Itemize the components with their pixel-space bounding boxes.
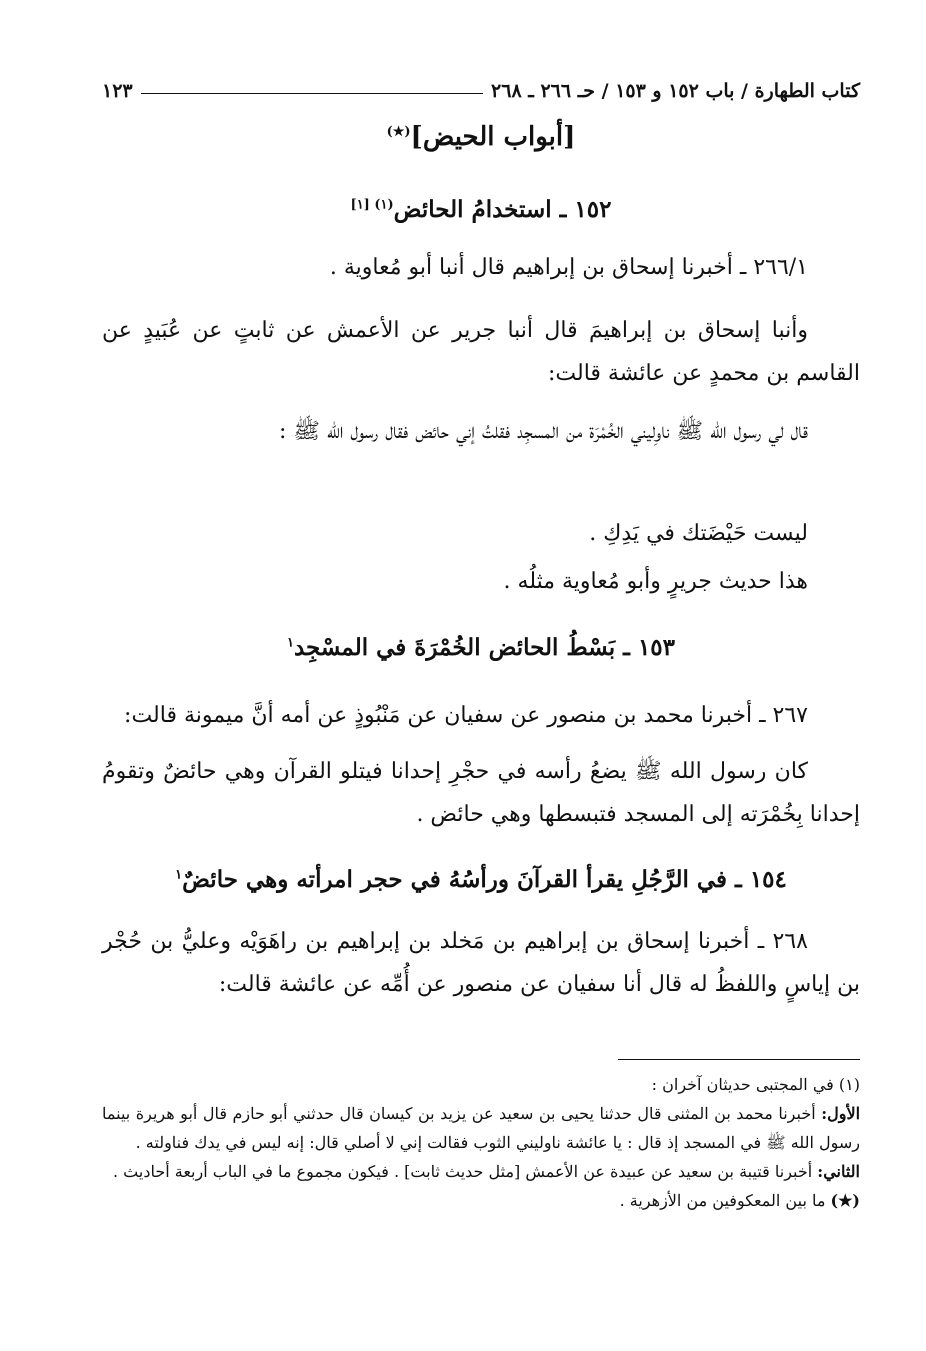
main-title-text: [أبواب الحيض] xyxy=(410,122,576,152)
chapter-heading-152 xyxy=(102,196,860,223)
hadith-266-note: هذا حديث جريرٍ وأبو مُعاوية مثلُه . xyxy=(503,569,808,594)
footnote-1 xyxy=(102,1070,860,1099)
footnote-text: ما بين المعكوفين من الأزهرية . xyxy=(619,1191,826,1210)
footnote-star xyxy=(102,1186,860,1215)
header-rule xyxy=(141,93,483,94)
chapter-heading-text: ١٥٢ ـ استخدامُ الحائض xyxy=(393,196,612,223)
footnote-text: في المجتبى حديثان آخران : xyxy=(651,1075,834,1094)
footnote-text: أخبرنا قتيبة بن سعيد عن عبيدة عن الأعمش [مثل حديث ثابت] . فيكون مجموع ما في الباب أربعة أحاديث . xyxy=(112,1162,813,1181)
main-title-marker: (★) xyxy=(386,124,411,140)
chapter-heading-153 xyxy=(102,634,860,661)
footnote-marks: (١) [١] xyxy=(350,197,394,213)
footnote-label: (١) xyxy=(838,1075,860,1094)
hadith-267-isnad: ٢٦٧ ـ أخبرنا محمد بن منصور عن سفيان عن مَنْبُوذٍ عن أمه أنَّ ميمونة قالت: xyxy=(124,703,808,728)
running-title: كتاب الطهارة / باب ١٥٢ و ١٥٣ / حـ ٢٦٦ ـ ٢٦٨ xyxy=(491,80,860,102)
footnote-rule xyxy=(618,1059,860,1060)
footnote-marks: ١ xyxy=(175,867,183,883)
hadith-266-isnad-2: وأنبا إسحاق بن إبراهيمَ قال أنبا جرير عن الأعمش عن ثابتٍ عن عُبَيدٍ عن القاسم بن محمدٍ عن عائشة قالت: xyxy=(102,318,860,386)
chapter-heading-text: ١٥٣ ـ بَسْطُ الحائض الخُمْرَةَ في المسْجِد xyxy=(293,634,675,661)
footnote-1-first xyxy=(102,1099,860,1157)
footnote-text: أخبرنا محمد بن المثنى قال حدثنا يحيى بن سعيد عن يزيد بن كيسان قال حدثني أبو حازم قال أبو هريرة بينما رسول الله ﷺ في المسجد إذ قال : يا عائشة ناوليني الثوب فقالت إني لا أصلي قال: إنه ليس في يدك فناولته . xyxy=(102,1104,860,1152)
main-title xyxy=(102,122,860,152)
footnote-lead: الثاني: xyxy=(817,1162,860,1181)
hadith-267-matn: كان رسول الله ﷺ يضعُ رأسه في حجْرِ إحدانا فيتلو القرآن وهي حائضٌ وتقومُ إحدانا بِخُمْرَته إلى المسجد فتبسطها وهي حائض . xyxy=(102,759,860,827)
hadith-266-isnad: ٢٦٦/١ ـ أخبرنا إسحاق بن إبراهيم قال أنبا أبو مُعاوية . xyxy=(329,255,808,280)
hadith-268-isnad: ٢٦٨ ـ أخبرنا إسحاق بن إبراهيم بن مَخلد بن إبراهيم بن راهَوَيْه وعليُّ بن حُجْر بن إياسٍ واللفظُ له قال أنا سفيان عن منصور عن أُمِّه عن عائشة قالت: xyxy=(102,929,860,997)
hadith-266-matn-2: ليست حَيْضَتك في يَدِكِ . xyxy=(589,521,808,546)
page-number: ١٢٣ xyxy=(102,80,133,102)
chapter-heading-154 xyxy=(102,866,860,893)
footnote-1-second xyxy=(102,1157,860,1186)
chapter-heading-text: ١٥٤ ـ في الرَّجُلِ يقرأ القرآنَ ورأسُهُ في حجر امرأته وهي حائضٌ xyxy=(182,866,787,893)
footnote-label: (★) xyxy=(830,1191,860,1210)
footnote-lead: الأول: xyxy=(821,1104,861,1123)
footnotes xyxy=(102,1070,860,1215)
footnote-marks: ١ xyxy=(287,635,294,651)
hadith-266-matn: قال لي رسول الله ﷺ ناوِليني الخُمْرَة من المسجِد فقلتُ إني حائض فقال رسول الله ﷺ : xyxy=(279,419,808,444)
running-head xyxy=(102,68,860,102)
